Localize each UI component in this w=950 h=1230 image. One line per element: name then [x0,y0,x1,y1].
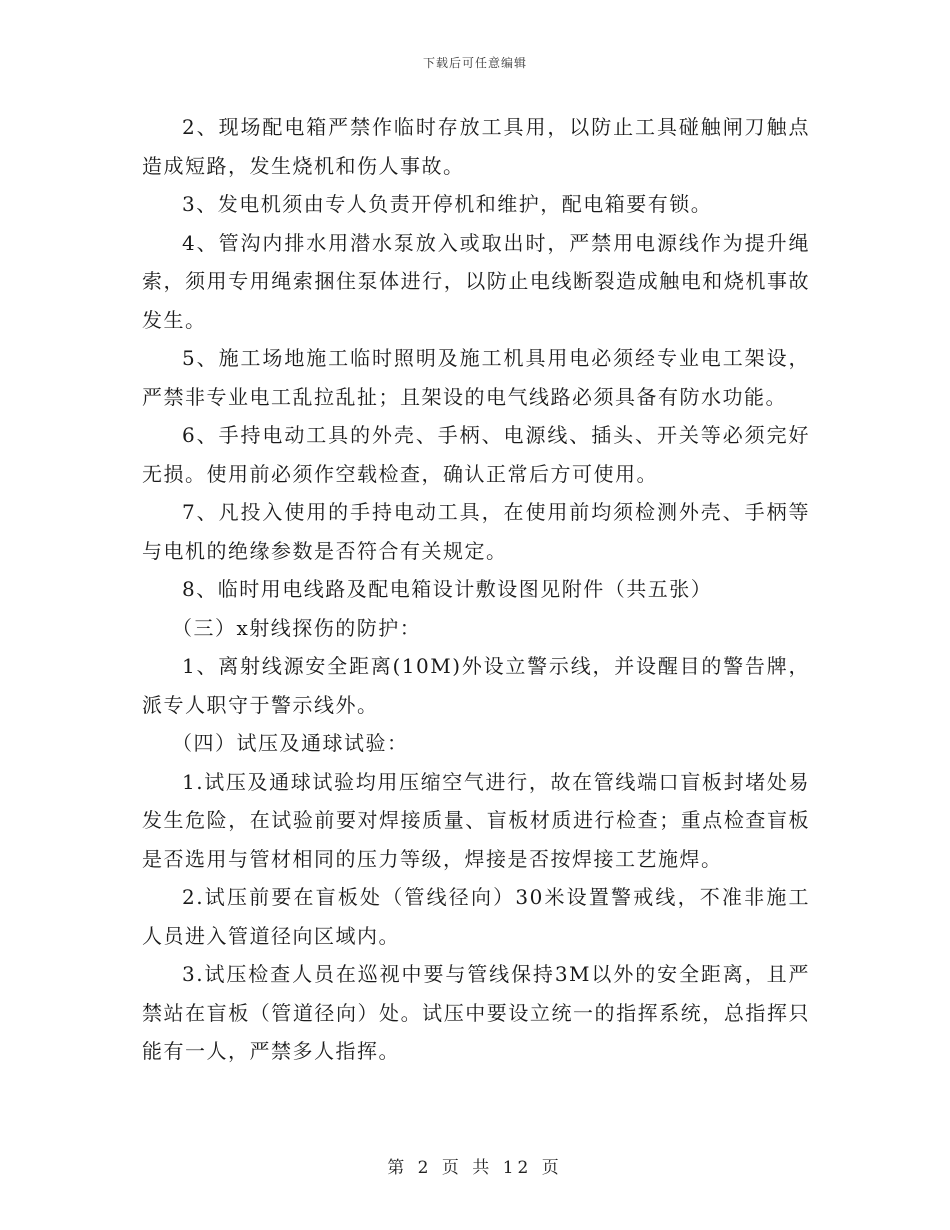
paragraph-item-3: 3、发电机须由专人负责开停机和维护，配电箱要有锁。 [182,192,713,216]
document-body [142,108,810,1071]
page-number: 第 2 页 共 12 页 [387,1158,563,1178]
paragraph-item-2: 2、现场配电箱严禁作临时存放工具用，以防止工具碰触闸刀触点造成短路，发生烧机和伤人事故。 [142,115,810,178]
paragraph-item-8: 8、临时用电线路及配电箱设计敷设图见附件（共五张） [182,577,713,601]
paragraph-pressure-1: 1.试压及通球试验均用压缩空气进行，故在管线端口盲板封堵处易发生危险，在试验前要对焊接质量、盲板材质进行检查；重点检查盲板是否选用与管材相同的压力等级，焊接是否按焊接工艺施焊。 [142,769,810,871]
page-header: 下载后可任意编辑 [422,56,527,70]
paragraph-pressure-2: 2.试压前要在盲板处（管线径向）30米设置警戒线，不准非施工人员进入管道径向区域内。 [142,885,810,948]
paragraph-item-5: 5、施工场地施工临时照明及施工机具用电必须经专业电工架设，严禁非专业电工乱拉乱扯；且架设的电气线路必须具备有防水功能。 [142,346,810,409]
paragraph-item-6: 6、手持电动工具的外壳、手柄、电源线、插头、开关等必须完好无损。使用前必须作空载检查，确认正常后方可使用。 [142,423,810,486]
paragraph-pressure-3: 3.试压检查人员在巡视中要与管线保持3M以外的安全距离，且严禁站在盲板（管道径向）处。试压中要设立统一的指挥系统，总指挥只能有一人，严禁多人指挥。 [142,962,810,1063]
paragraph-item-7: 7、凡投入使用的手持电动工具，在使用前均须检测外壳、手柄等与电机的绝缘参数是否符合有关规定。 [142,500,810,563]
paragraph-xray-1: 1、离射线源安全距离(10M)外设立警示线，并设醒目的警告牌，派专人职守于警示线外。 [142,654,810,717]
paragraph-item-4: 4、管沟内排水用潜水泵放入或取出时，严禁用电源线作为提升绳索，须用专用绳索捆住泵体进行，以防止电线断裂造成触电和烧机事故发生。 [142,230,810,332]
section-heading-pressure-test: （四）试压及通球试验： [172,731,409,755]
section-heading-xray: （三）x射线探伤的防护： [172,615,422,640]
